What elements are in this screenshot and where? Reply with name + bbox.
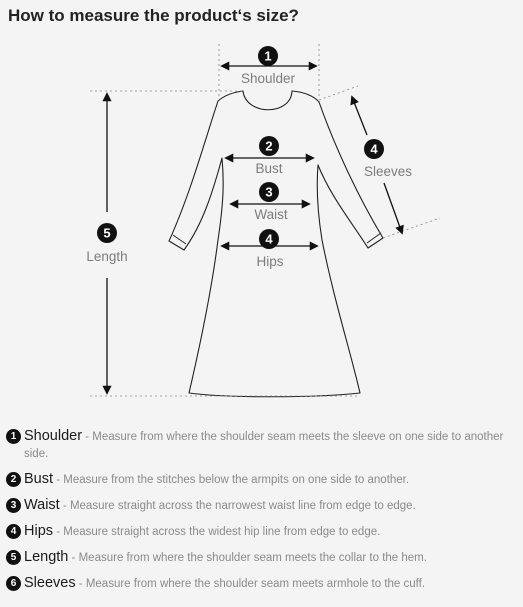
legend-term: Bust	[24, 471, 54, 487]
legend-term: Waist	[24, 497, 60, 513]
badge-number: 2	[265, 138, 273, 154]
legend-description: Measure from where the shoulder seam meets the sleeve on one side to another side.	[24, 431, 504, 460]
legend-description: Measure straight across the widest hip line from edge to edge.	[63, 526, 381, 538]
badge-number: 5	[103, 225, 111, 241]
sleeves-marker	[364, 139, 412, 179]
legend-term: Sleeves	[24, 575, 76, 591]
waist-label: Waist	[254, 207, 288, 222]
hips-marker	[256, 229, 283, 269]
bust-marker	[255, 136, 282, 176]
page-title: How to measure the product‘s size?	[8, 6, 299, 25]
legend-separator: -	[53, 474, 64, 486]
number-badge: 2	[6, 472, 21, 487]
sleeves-arrow-bottom	[384, 183, 402, 233]
badge-number: 4	[265, 231, 273, 247]
sleeves-label: Sleeves	[363, 164, 413, 179]
legend-separator: -	[53, 526, 64, 538]
left-cuff-line	[173, 235, 186, 244]
legend-term: Shoulder	[24, 428, 83, 444]
legend-description: Measure from where the shoulder seam meets the collar to the hem.	[78, 552, 427, 564]
bust-label: Bust	[255, 161, 283, 176]
legend-separator: -	[59, 500, 70, 512]
number-badge: 3	[6, 498, 21, 513]
number-badge: 6	[6, 576, 21, 591]
sleeves-arrow-top	[352, 97, 367, 135]
badge-number: 1	[264, 48, 272, 64]
legend-description: Measure from the stitches below the armpits on one side to another.	[63, 474, 410, 486]
legend-item-shoulder	[6, 428, 521, 463]
badge-number: 4	[370, 141, 378, 157]
legend-separator: -	[75, 578, 86, 590]
number-badge: 4	[6, 524, 21, 539]
number-badge: 5	[6, 550, 21, 565]
legend-item-waist	[6, 497, 521, 515]
legend-term: Length	[24, 549, 69, 565]
legend-item-sleeves	[6, 575, 521, 593]
length-marker	[86, 223, 127, 264]
shoulder-label: Shoulder	[240, 71, 296, 86]
legend-item-length	[6, 549, 521, 567]
legend-separator: -	[82, 431, 93, 443]
waist-marker	[254, 182, 287, 222]
legend-item-bust	[6, 471, 521, 489]
right-cuff-line	[367, 233, 381, 243]
legend-item-hips	[6, 523, 521, 541]
measurement-legend	[6, 428, 521, 593]
badge-number: 3	[265, 184, 273, 200]
legend-term: Hips	[24, 523, 54, 539]
legend-description: Measure straight across the narrowest waist line from edge to edge.	[69, 500, 416, 512]
length-label: Length	[86, 249, 128, 264]
hips-label: Hips	[256, 254, 284, 269]
legend-separator: -	[68, 552, 79, 564]
number-badge: 1	[6, 429, 21, 444]
legend-description: Measure from where the shoulder seam meets armhole to the cuff.	[85, 578, 426, 590]
